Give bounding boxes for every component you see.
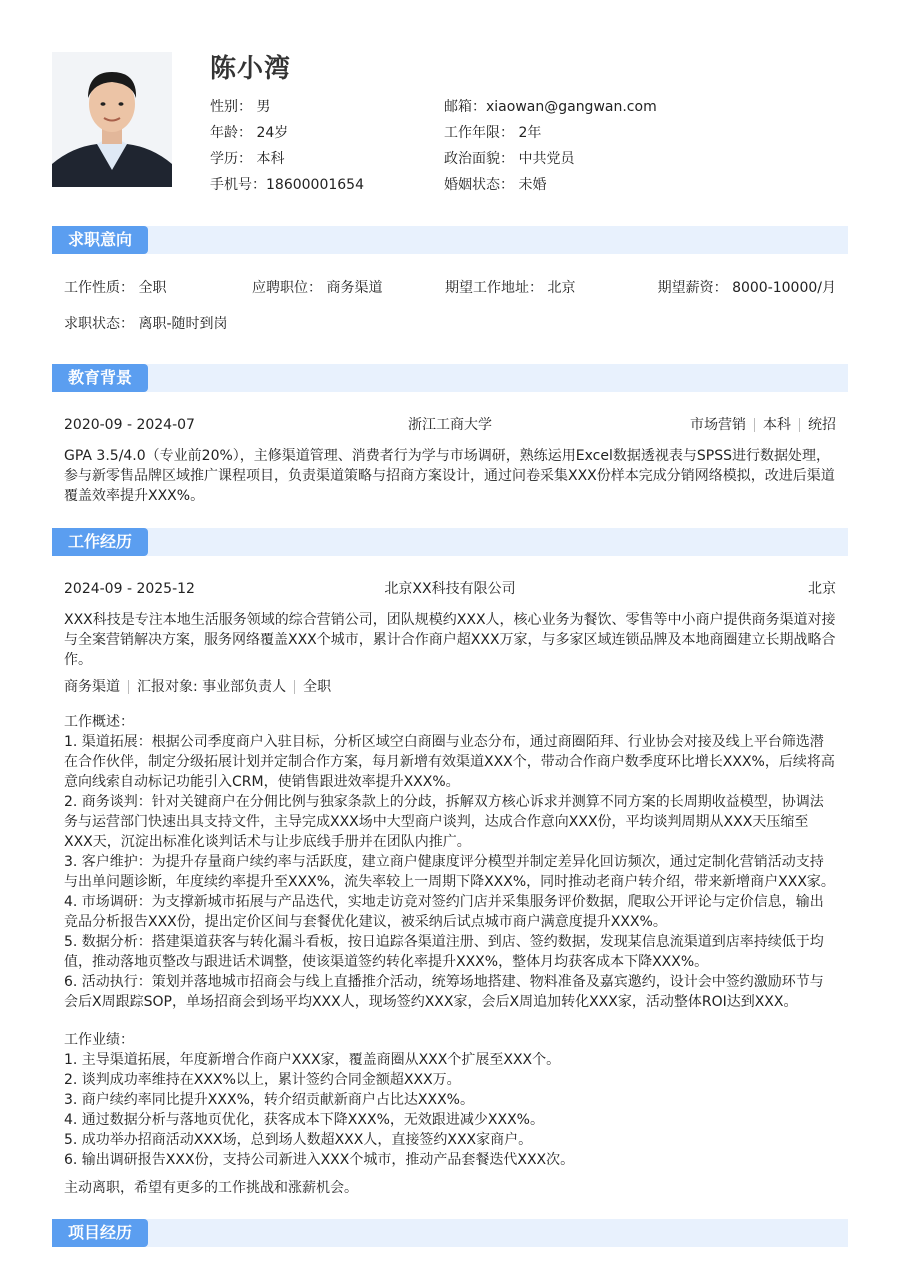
report-to: 汇报对象: 事业部负责人 (137, 679, 287, 695)
major: 市场营销 (690, 417, 746, 433)
education-description (64, 446, 836, 506)
overview-item: 2. 商务谈判：针对关键商户在分佣比例与独家条款上的分歧，拆解双方核心诉求并测算不同方案的长周期收益模型，协调法务与运营部门快速出具支持文件，主导完成XXX场中大型商户谈判，达成合作意向XXX份，平均谈判周期从XXX天压缩至XXX天，沉淀出标准化谈判话术与让步底线手册并在团队内推广。 (64, 794, 824, 850)
result-item: 5. 成功举办招商活动XXX场，总到场人数超XXX人，直接签约XXX家商户。 (64, 1132, 533, 1148)
job-status-value: 离职-随时到岗 (138, 316, 228, 332)
candidate-name: 陈小湾 (210, 54, 292, 84)
divider (294, 680, 295, 694)
target-salary-value: 8000-10000/月 (732, 280, 836, 296)
job-intent-row-1 (64, 278, 836, 300)
phone-label: 手机号： (210, 177, 266, 193)
job-status-label: 求职状态： (64, 316, 134, 332)
work-results (64, 1030, 836, 1170)
result-item: 4. 通过数据分析与落地页优化，获客成本下降XXX%，无效跟进减少XXX%。 (64, 1112, 544, 1128)
leave-reason-text: 主动离职，希望有更多的工作挑战和涨薪机会。 (64, 1180, 358, 1196)
overview-item: 6. 活动执行：策划并落地城市招商会与线上直播推介活动，统筹场地搭建、物料准备及嘉宾邀约，设计会中签约激励环节与会后X周跟踪SOP，单场招商会到场平均XXX人，现场签约XXX家，会后X周追加转化XXX家，活动整体ROI达到XXX。 (64, 974, 824, 1010)
target-position (252, 278, 382, 298)
work-period: 2024-09 - 2025-12 (64, 581, 195, 597)
gender-value: 男 (256, 99, 271, 115)
avatar (52, 52, 172, 187)
education-row (210, 146, 364, 172)
work-years-row (444, 120, 657, 146)
overview-title: 工作概述： (64, 714, 134, 730)
work-nature (64, 278, 166, 298)
political-label: 政治面貌： (444, 151, 514, 167)
overview-item: 3. 客户维护：为提升存量商户续约率与活跃度，建立商户健康度评分模型并制定差异化回访频次，通过定制化营销活动支持与出单问题诊断，年度续约率提升至XXX%，流失率较上一周期下降XXX%，同时推动老商户转介绍，带来新增商户XXX家。 (64, 854, 835, 890)
email-label: 邮箱： (444, 99, 486, 115)
section-title: 项目经历 (52, 1219, 148, 1247)
section-job-intent (52, 226, 848, 254)
work-role: 商务渠道 (64, 679, 120, 695)
age-value: 24岁 (256, 125, 289, 141)
divider (754, 418, 755, 432)
gender-label: 性别： (210, 99, 252, 115)
email-value[interactable]: xiaowan@gangwan.com (486, 99, 657, 115)
section-title: 求职意向 (52, 226, 148, 254)
age-label: 年龄： (210, 125, 252, 141)
section-project (52, 1219, 848, 1247)
marital-value: 未婚 (518, 177, 547, 193)
leave-reason (64, 1178, 836, 1198)
results-title: 工作业绩： (64, 1032, 134, 1048)
degree-value: 本科 (256, 151, 285, 167)
work-years-value: 2年 (518, 125, 542, 141)
phone-value: 18600001654 (266, 177, 364, 193)
company-name: 北京XX科技有限公司 (384, 581, 516, 597)
section-title: 教育背景 (52, 364, 148, 392)
education-period: 2020-09 - 2024-07 (64, 417, 195, 433)
work-nature-label: 工作性质： (64, 280, 134, 296)
marital-row (444, 172, 657, 198)
divider (128, 680, 129, 694)
divider (799, 418, 800, 432)
marital-label: 婚姻状态： (444, 177, 514, 193)
job-status (64, 316, 228, 332)
result-item: 3. 商户续约率同比提升XXX%，转介绍贡献新商户占比达XXX%。 (64, 1092, 474, 1108)
school-name: 浙江工商大学 (408, 417, 492, 433)
basic-info-right (444, 94, 657, 198)
company-intro (64, 610, 836, 670)
result-item: 1. 主导渠道拓展，年度新增合作商户XXX家，覆盖商圈从XXX个扩展至XXX个。 (64, 1052, 561, 1068)
section-work (52, 528, 848, 556)
degree: 本科 (763, 417, 791, 433)
work-overview (64, 712, 836, 1012)
overview-item: 1. 渠道拓展：根据公司季度商户入驻目标，分析区域空白商圈与业态分布，通过商圈陌拜、行业协会对接及线上平台筛选潜在合作伙伴，制定分级拓展计划并定制合作方案，每月新增有效渠道XXX个，带动合作商户数季度环比增长XXX%，后续将高意向线索自动标记功能引入CRM，使销售跟进效率提升XXX%。 (64, 734, 835, 790)
work-kind: 全职 (303, 679, 332, 695)
education-header (64, 414, 836, 436)
work-city: 北京 (808, 581, 836, 597)
phone-row (210, 172, 364, 198)
section-education (52, 364, 848, 392)
overview-item: 4. 市场调研：为支撑新城市拓展与产品迭代，实地走访竞对签约门店并采集服务评价数据，爬取公开评论与定价信息，输出竞品分析报告XXX份，提出定价区间与套餐优化建议，被采纳后试点城市商户满意度提升XXX%。 (64, 894, 824, 930)
result-item: 2. 谈判成功率维持在XXX%以上，累计签约合同金额超XXX万。 (64, 1072, 461, 1088)
work-tags (64, 677, 836, 697)
target-location-label: 期望工作地址： (445, 280, 543, 296)
basic-info-left (210, 94, 364, 198)
education-tags (690, 415, 836, 435)
education-desc-text: GPA 3.5/4.0（专业前20%），主修渠道管理、消费者行为学与市场调研，熟练运用Excel数据透视表与SPSS进行数据处理，参与新零售品牌区域推广课程项目，负责渠道策略与招商方案设计，通过问卷采集XXX份样本完成分销网络模拟，改进后渠道覆盖效率提升XXX%。 (64, 448, 835, 504)
section-title: 工作经历 (52, 528, 148, 556)
degree-label: 学历： (210, 151, 252, 167)
age-row (210, 120, 364, 146)
political-row (444, 146, 657, 172)
work-header (64, 578, 836, 600)
target-location (445, 278, 575, 298)
enrollment-type: 统招 (808, 417, 836, 433)
company-intro-text: XXX科技是专注本地生活服务领域的综合营销公司，团队规模约XXX人，核心业务为餐饮、零售等中小商户提供商务渠道对接与全案营销解决方案，服务网络覆盖XXX个城市，累计合作商户超XXX万家，与多家区域连锁品牌及本地商圈建立长期战略合作。 (64, 612, 836, 668)
job-intent-row-2 (64, 314, 836, 334)
result-item: 6. 输出调研报告XXX份，支持公司新进入XXX个城市，推动产品套餐迭代XXX次。 (64, 1152, 575, 1168)
email-row (444, 94, 657, 120)
target-location-value: 北京 (547, 280, 576, 296)
target-position-label: 应聘职位： (252, 280, 322, 296)
political-value: 中共党员 (518, 151, 575, 167)
overview-item: 5. 数据分析：搭建渠道获客与转化漏斗看板，按日追踪各渠道注册、到店、签约数据，发现某信息流渠道到店率持续低于均值，推动落地页整改与跟进话术调整，使该渠道签约转化率提升XXX%，整体月均获客成本下降XXX%。 (64, 934, 824, 970)
target-salary-label: 期望薪资： (657, 280, 728, 296)
gender-row (210, 94, 364, 120)
target-salary (658, 278, 836, 298)
work-years-label: 工作年限： (444, 125, 514, 141)
work-nature-value: 全职 (138, 280, 167, 296)
target-position-value: 商务渠道 (326, 280, 383, 296)
